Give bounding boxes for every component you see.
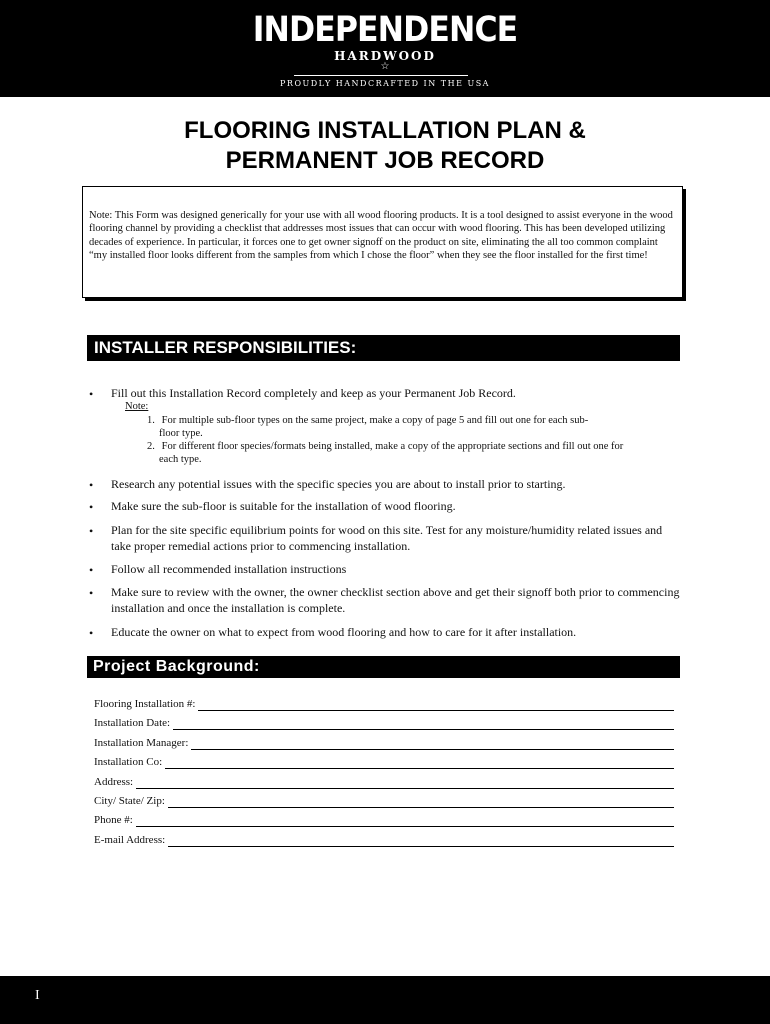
bullet-icon: • xyxy=(89,478,94,492)
field-email[interactable] xyxy=(94,831,674,847)
field-label: E-mail Address: xyxy=(94,834,166,846)
bullet-icon: • xyxy=(89,387,94,401)
bullet-icon: • xyxy=(89,563,94,577)
bullet-icon: • xyxy=(89,500,94,514)
field-label: City/ State/ Zip: xyxy=(94,795,165,807)
responsibility-item-2: Research any potential issues with the specific species you are about to install prior to starting. xyxy=(111,477,566,491)
field-address[interactable] xyxy=(94,773,674,789)
subnote-text-continued: each type. xyxy=(159,454,202,465)
brand-divider xyxy=(294,75,468,76)
responsibility-item-6: Make sure to review with the owner, the owner checklist section above and get their signoff both prior to commencing installation and once the installation is complete. xyxy=(111,585,680,615)
responsibility-item-5: Follow all recommended installation instructions xyxy=(111,562,347,576)
field-input-line[interactable] xyxy=(168,834,674,847)
subnote-number: 2. xyxy=(147,441,155,452)
field-flooring-installation-number[interactable] xyxy=(94,695,674,711)
field-label: Installation Date: xyxy=(94,717,171,729)
field-installation-company[interactable] xyxy=(94,753,674,769)
field-city-state-zip[interactable] xyxy=(94,792,674,808)
field-label: Phone #: xyxy=(94,814,133,826)
responsibility-item-4: Plan for the site specific equilibrium points for wood on this site. Test for any moisture/humidity related issues and take proper remedial actions prior to commencing installation. xyxy=(111,523,663,553)
subnote-number: 1. xyxy=(147,415,155,426)
field-input-line[interactable] xyxy=(173,717,674,730)
responsibility-item-1: Fill out this Installation Record completely and keep as your Permanent Job Record. xyxy=(111,386,516,400)
bullet-icon: • xyxy=(89,586,94,600)
page-title-line-1: FLOORING INSTALLATION PLAN & xyxy=(184,117,586,144)
field-installation-date[interactable] xyxy=(94,714,674,730)
page-number: I xyxy=(35,988,40,1003)
installer-responsibilities-heading: INSTALLER RESPONSIBILITIES: xyxy=(87,335,680,361)
bullet-icon: • xyxy=(89,626,94,640)
page-title-line-2: PERMANENT JOB RECORD xyxy=(225,147,545,174)
field-input-line[interactable] xyxy=(136,814,674,827)
subnote-label: Note: xyxy=(125,401,149,412)
responsibility-item-7: Educate the owner on what to expect from wood flooring and how to care for it after installation. xyxy=(111,625,577,639)
brand-logo-wordmark: INDEPENDENCE xyxy=(252,10,518,50)
responsibility-item-3: Make sure the sub-floor is suitable for the installation of wood flooring. xyxy=(111,499,456,513)
page-title xyxy=(0,116,770,176)
brand-logo-subtitle: HARDWOOD xyxy=(334,49,436,63)
page-footer xyxy=(0,976,770,1024)
brand-tagline: PROUDLY HANDCRAFTED IN THE USA xyxy=(280,79,490,88)
note-box xyxy=(82,186,683,298)
field-input-line[interactable] xyxy=(165,756,674,769)
note-text: Note: This Form was designed generically for your use with all wood flooring products. It is a tool designed to assist everyone in the wood flooring channel by providing a checklist that addresses most issues that can occur with wood flooring. This has been developed utilizing decades of experience. In particular, it forces one to get owner signoff on the product on site, eliminating the all too common complaint “my installed floor looks different from the samples from which I chose the floor” when they see the floor installed for the first time! xyxy=(89,210,673,262)
field-label: Installation Co: xyxy=(94,756,163,768)
field-input-line[interactable] xyxy=(198,698,674,711)
field-label: Address: xyxy=(94,776,134,788)
field-input-line[interactable] xyxy=(168,795,674,808)
subnote-item-2 xyxy=(147,440,667,466)
field-phone[interactable] xyxy=(94,811,674,827)
subnote-item-1 xyxy=(147,414,667,440)
subnote-text: For multiple sub-floor types on the same project, make a copy of page 5 and fill out one for each sub- xyxy=(161,415,589,426)
field-label: Installation Manager: xyxy=(94,737,189,749)
field-installation-manager[interactable] xyxy=(94,734,674,750)
field-label: Flooring Installation #: xyxy=(94,698,196,710)
bullet-icon: • xyxy=(89,524,94,538)
subnote-text: For different floor species/formats being installed, make a copy of the appropriate sections and fill out one for xyxy=(161,441,624,452)
field-input-line[interactable] xyxy=(191,737,674,750)
page-header xyxy=(0,0,770,97)
field-input-line[interactable] xyxy=(136,776,674,789)
project-background-heading: Project Background: xyxy=(87,656,680,678)
star-icon: ☆ xyxy=(380,61,390,72)
subnote-text-continued: floor type. xyxy=(159,428,203,439)
